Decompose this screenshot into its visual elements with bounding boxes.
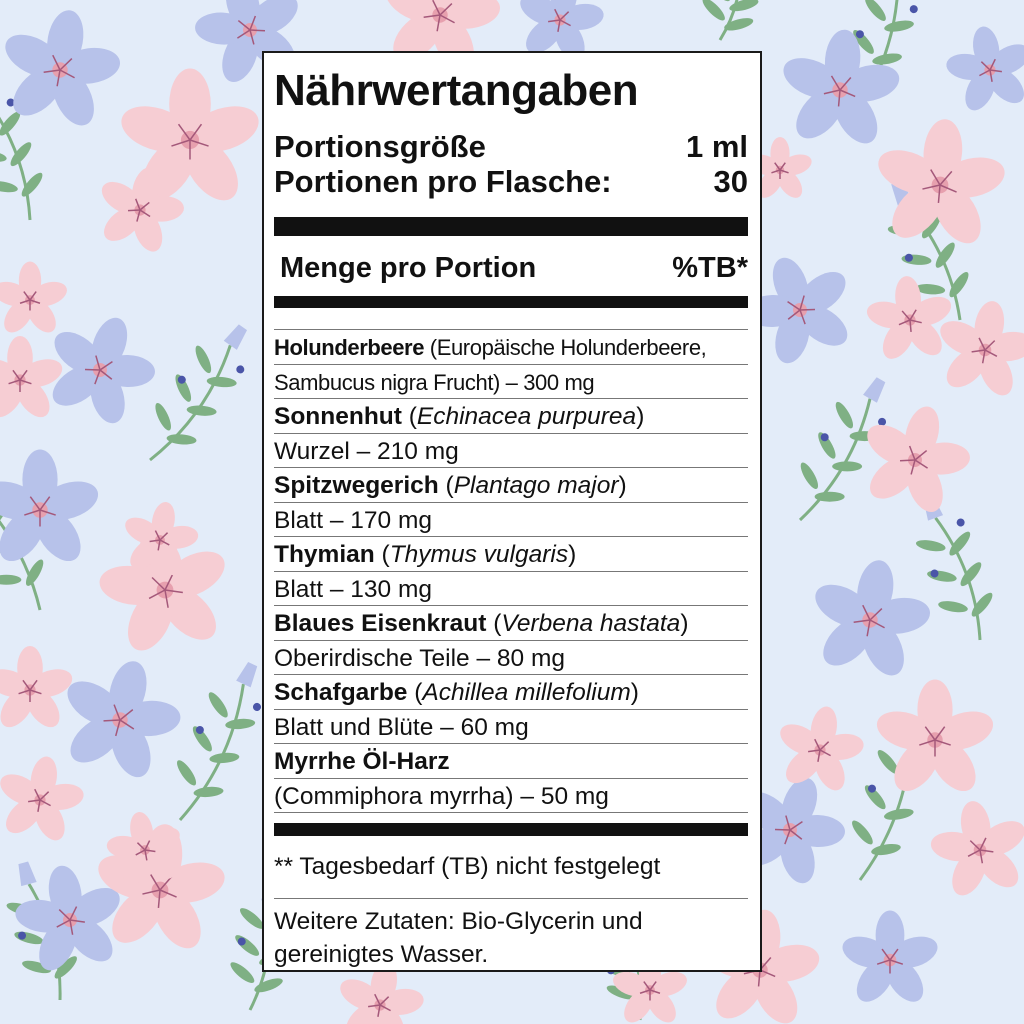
ingredient-amount-line: Oberirdische Teile – 80 mg xyxy=(274,641,748,676)
servings-per-bottle-label: Portionen pro Flasche: xyxy=(274,164,612,199)
ingredient-latin-name: Echinacea purpurea xyxy=(416,403,637,430)
ingredient-amount-line: Blatt – 130 mg xyxy=(274,572,748,607)
ingredient-line: Schafgarbe (Achillea millefolium) xyxy=(274,675,748,710)
pink-star-flower-icon xyxy=(0,262,70,338)
pink-star-flower-icon xyxy=(866,113,1014,255)
medium-divider xyxy=(274,296,748,308)
ingredient-line xyxy=(274,744,748,779)
ingredient-latin-name: Achillea millefolium xyxy=(422,679,631,706)
bell-bud-icon xyxy=(16,861,37,886)
bell-bud-icon xyxy=(863,376,888,403)
ingredient-latin-name: Verbena hastata xyxy=(501,610,681,637)
other-ingredients: Weitere Zutaten: Bio-Glycerin und gereinigtes Wasser. xyxy=(274,908,643,968)
ingredient-line xyxy=(274,330,748,365)
serving-size-label: Portionsgröße xyxy=(274,129,486,164)
nutrition-label xyxy=(262,51,762,972)
pink-star-flower-icon xyxy=(921,792,1024,906)
flower-stem-icon xyxy=(692,0,775,48)
pink-star-flower-icon xyxy=(861,272,960,367)
pink-star-flower-icon xyxy=(0,646,76,733)
blue-star-flower-icon xyxy=(0,0,133,139)
pink-star-flower-icon xyxy=(0,749,93,851)
blue-star-flower-icon xyxy=(0,450,103,570)
bell-bud-icon xyxy=(236,661,260,688)
daily-value-header: %TB* xyxy=(672,252,748,284)
ingredient-name: Blaues Eisenkraut xyxy=(274,610,487,637)
flower-stem-icon xyxy=(153,652,279,833)
ingredient-line: Spitzwegerich (Plantago major) xyxy=(274,468,748,503)
amount-per-serving-label: Menge pro Portion xyxy=(280,252,537,284)
ingredient-amount-line: Blatt und Blüte – 60 mg xyxy=(274,710,748,745)
bottom-divider xyxy=(274,823,748,836)
servings-per-bottle-value: 30 xyxy=(713,164,748,199)
ingredient-name: Spitzwegerich xyxy=(274,472,439,499)
amount-per-serving-header xyxy=(274,236,748,296)
blue-star-flower-icon xyxy=(798,549,943,689)
ingredient-list xyxy=(274,329,748,813)
flower-stem-icon xyxy=(126,310,267,477)
ingredient-name: Schafgarbe xyxy=(274,679,408,706)
label-title: Nährwertangaben xyxy=(274,66,639,115)
ingredient-amount-line: Sambucus nigra Frucht) – 300 mg xyxy=(274,365,748,400)
ingredient-name: Sonnenhut xyxy=(274,403,402,430)
serving-size-row xyxy=(274,129,748,164)
ingredient-line: Sonnenhut (Echinacea purpurea) xyxy=(274,399,748,434)
ingredient-line: Blaues Eisenkraut (Verbena hastata) xyxy=(274,606,748,641)
blue-star-flower-icon xyxy=(44,645,197,793)
thick-divider xyxy=(274,217,748,236)
ingredient-amount-line: Blatt – 170 mg xyxy=(274,503,748,538)
ingredient-name: Myrrhe Öl-Harz xyxy=(274,748,450,775)
ingredient-name: Thymian xyxy=(274,541,375,568)
servings-per-bottle-row xyxy=(274,164,748,199)
ingredient-amount-line: Wurzel – 210 mg xyxy=(274,434,748,469)
blue-star-flower-icon xyxy=(838,911,941,1009)
blue-star-flower-icon xyxy=(937,19,1024,121)
ingredient-latin-name: Plantago major xyxy=(453,472,619,499)
daily-value-footnote: ** Tagesbedarf (TB) nicht festgelegt xyxy=(274,836,748,899)
ingredient-name: Holunderbeere xyxy=(274,335,425,360)
ingredient-line: Thymian (Thymus vulgaris) xyxy=(274,537,748,572)
ingredient-amount-line: (Commiphora myrrha) – 50 mg xyxy=(274,779,748,814)
serving-size-value: 1 ml xyxy=(685,129,748,164)
ingredient-latin-name: Thymus vulgaris xyxy=(389,541,569,568)
pink-star-flower-icon xyxy=(767,699,872,801)
pink-star-flower-icon xyxy=(872,680,998,800)
ingredient-detail: (Europäische Holunderbeere, xyxy=(424,335,707,360)
bell-bud-icon xyxy=(224,323,250,350)
